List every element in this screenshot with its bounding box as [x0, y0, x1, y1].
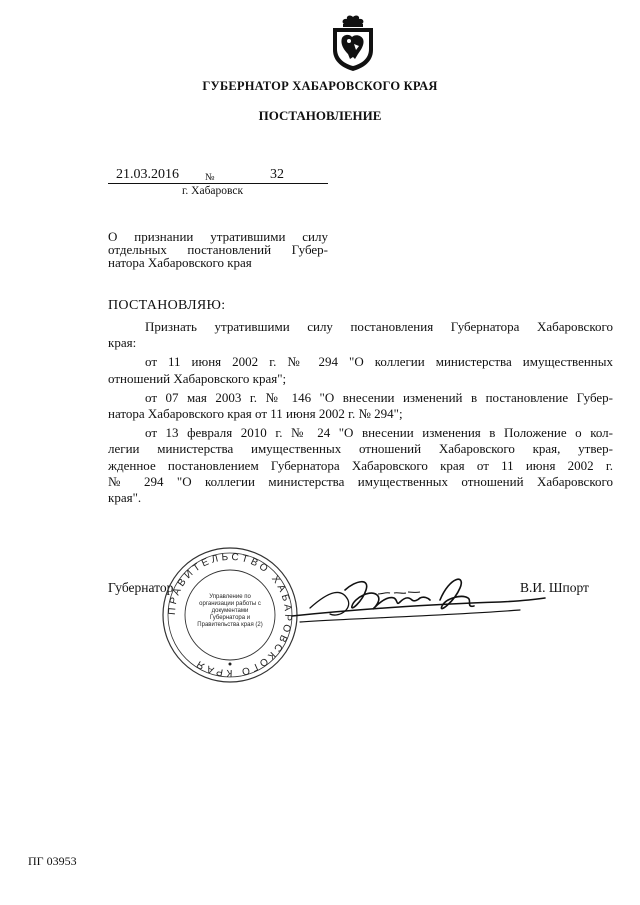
subject-line: отдельных постановлений Губер-	[108, 242, 328, 257]
document-subject	[108, 230, 328, 269]
body-line: № 294 "О коллегии министерства имущественных отношений Хабаровского	[108, 473, 613, 489]
body-line: натора Хабаровского края от 11 июня 2002 г. № 294";	[108, 406, 403, 422]
body-line: от 07 мая 2003 г. № 146 "О внесении изменений в постановление Губер-	[145, 389, 613, 405]
coat-of-arms-icon	[328, 14, 378, 72]
body-line: края:	[108, 335, 137, 351]
document-type: ПОСТАНОВЛЕНИЕ	[258, 108, 382, 123]
subject-line: О признании утратившими силу	[108, 229, 328, 244]
document-date: 21.03.2016	[116, 167, 179, 182]
stamp-inner-text: Управление по организации работы с документами Губернатора и Правительства края (2)	[197, 594, 263, 628]
document-city: г. Хабаровск	[182, 185, 244, 197]
document-body	[108, 319, 613, 506]
body-line: легии министерства имущественных отношений Хабаровского края, утвер-	[108, 441, 613, 457]
signer-name: В.И. Шпорт	[520, 580, 589, 595]
body-line: жденное постановлением Губернатора Хабаровского края от 11 июня 2002 г.	[108, 457, 613, 473]
date-number-underline	[108, 183, 328, 184]
body-line: края".	[108, 490, 142, 506]
handwritten-signature	[290, 560, 550, 640]
body-line: Признать утратившими силу постановления Губернатора Хабаровского	[145, 319, 613, 334]
decree-word: ПОСТАНОВЛЯЮ:	[108, 298, 226, 313]
body-line: от 13 февраля 2010 г. № 24 "О внесении изменения в Положение о кол-	[145, 425, 613, 441]
number-sign: №	[205, 172, 215, 183]
document-number: 32	[270, 167, 284, 182]
subject-line: натора Хабаровского края	[108, 255, 252, 270]
body-line: отношений Хабаровского края";	[108, 370, 287, 386]
body-line: от 11 июня 2002 г. № 294 "О коллегии министерства имущественных	[145, 354, 613, 370]
organization-title: ГУБЕРНАТОР ХАБАРОВСКОГО КРАЯ	[202, 79, 438, 93]
signer-title: Губернатор	[108, 580, 174, 595]
document-code: ПГ 03953	[28, 854, 77, 868]
stamp-ring-text: ПРАВИТЕЛЬСТВО ХАБАРОВСКОГО КРАЯ	[166, 551, 294, 679]
